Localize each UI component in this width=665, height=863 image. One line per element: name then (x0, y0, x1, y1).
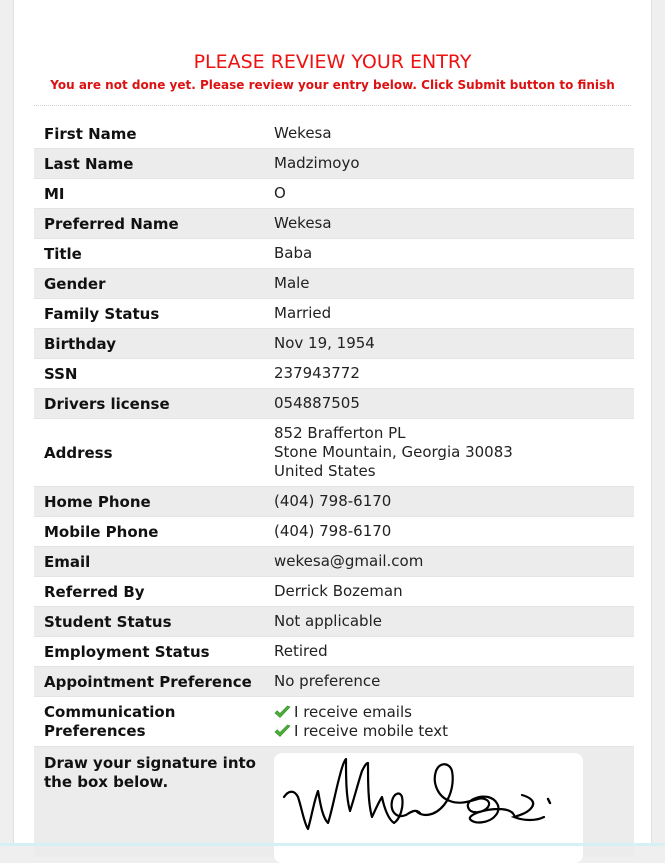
row-mi (34, 179, 634, 209)
field-label: Referred By (44, 582, 145, 601)
row-student-status (34, 607, 634, 637)
field-value: Nov 19, 1954 (274, 334, 375, 352)
field-value: 054887505 (274, 394, 360, 412)
row-appointment-preference (34, 667, 634, 697)
row-address (34, 419, 634, 487)
row-ssn (34, 359, 634, 389)
row-preferred-name (34, 209, 634, 239)
field-value: wekesa@gmail.com (274, 552, 424, 570)
field-value: O (274, 184, 286, 202)
pref-item-mobile-text (274, 722, 448, 741)
field-value: Wekesa (274, 214, 332, 232)
field-value: Madzimoyo (274, 154, 360, 172)
row-home-phone (34, 487, 634, 517)
field-value: Not applicable (274, 612, 382, 630)
label-line-2: the box below. (44, 773, 169, 791)
green-check-icon (274, 724, 291, 738)
signature-box[interactable] (274, 753, 583, 863)
label-line-2: Preferences (44, 721, 146, 740)
page-subtitle: You are not done yet. Please review your entry below. Click Submit button to finish (50, 78, 615, 92)
field-label: SSN (44, 364, 78, 383)
field-value: (404) 798-6170 (274, 492, 392, 510)
row-birthday (34, 329, 634, 359)
row-title (34, 239, 634, 269)
header-divider (34, 105, 631, 106)
address-value (274, 424, 513, 481)
field-value: Wekesa (274, 124, 332, 142)
field-label: Drivers license (44, 394, 170, 413)
row-email (34, 547, 634, 577)
field-value: No preference (274, 672, 381, 690)
field-label: Email (44, 552, 91, 571)
field-label: Appointment Preference (44, 672, 252, 691)
row-signature (34, 747, 634, 857)
review-table (34, 119, 634, 857)
field-label: MI (44, 184, 65, 203)
row-family-status (34, 299, 634, 329)
field-label: Last Name (44, 154, 134, 173)
field-value: Married (274, 304, 332, 322)
review-panel (13, 0, 652, 846)
field-label: Title (44, 244, 82, 263)
field-label (34, 703, 274, 741)
field-value: Retired (274, 642, 328, 660)
field-label: Family Status (44, 304, 160, 323)
field-value: Derrick Bozeman (274, 582, 403, 600)
row-gender (34, 269, 634, 299)
address-line-2: Stone Mountain, Georgia 30083 (274, 443, 513, 461)
label-line-1: Communication (44, 702, 176, 721)
pref-label: I receive mobile text (294, 721, 449, 740)
green-check-icon (274, 705, 291, 719)
row-referred-by (34, 577, 634, 607)
field-label: Home Phone (44, 492, 151, 511)
row-drivers-license (34, 389, 634, 419)
page-title: PLEASE REVIEW YOUR ENTRY (193, 51, 472, 73)
address-line-3: United States (274, 462, 376, 480)
field-value: 237943772 (274, 364, 360, 382)
field-label: First Name (44, 124, 137, 143)
row-last-name (34, 149, 634, 179)
field-label: Birthday (44, 334, 116, 353)
field-label (34, 747, 274, 792)
row-employment-status (34, 637, 634, 667)
field-label: Student Status (44, 612, 172, 631)
field-label: Address (44, 443, 113, 462)
communication-preferences-list (274, 703, 448, 741)
field-value: (404) 798-6170 (274, 522, 392, 540)
label-line-1: Draw your signature into (44, 754, 256, 772)
field-value: Baba (274, 244, 313, 262)
field-value: Male (274, 274, 310, 292)
field-label: Preferred Name (44, 214, 179, 233)
pref-label: I receive emails (294, 702, 412, 721)
signature-drawing (274, 753, 583, 863)
field-label: Mobile Phone (44, 522, 159, 541)
row-communication-preferences (34, 697, 634, 747)
field-label: Gender (44, 274, 106, 293)
field-label: Employment Status (44, 642, 210, 661)
address-line-1: 852 Brafferton PL (274, 424, 406, 442)
pref-item-emails (274, 703, 448, 722)
row-first-name (34, 119, 634, 149)
row-mobile-phone (34, 517, 634, 547)
